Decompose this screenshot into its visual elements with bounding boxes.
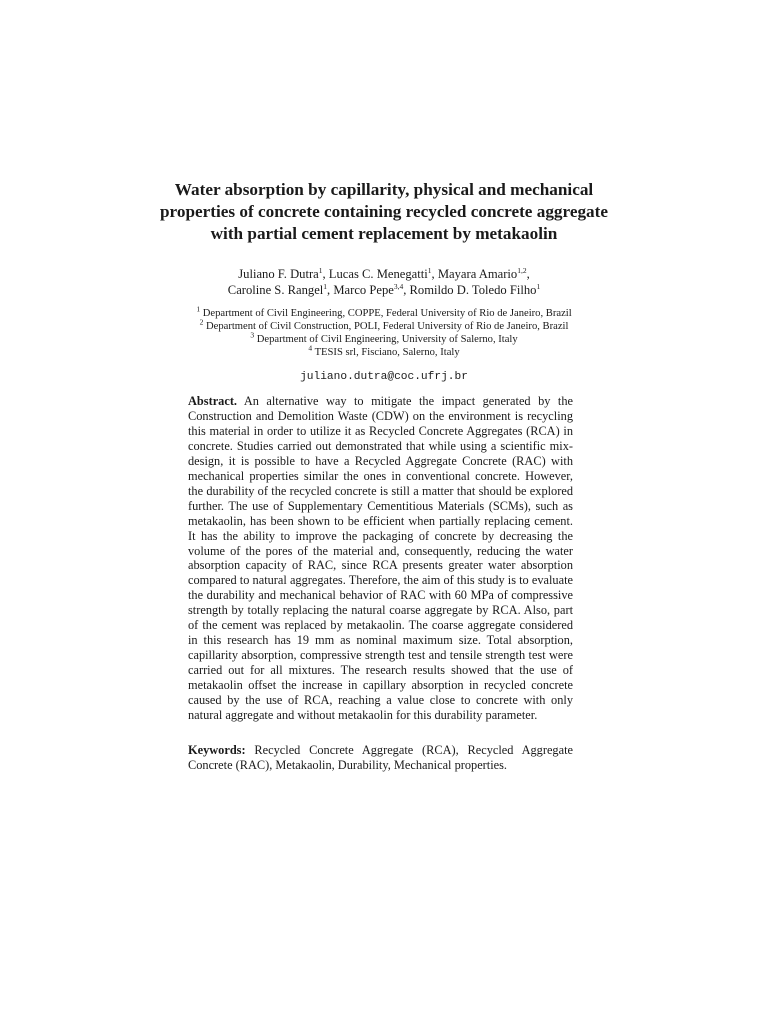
affiliation: $^3$ Department of Civil Engineering, University of Salerno, Italy xyxy=(250,330,518,345)
author-list xyxy=(150,266,618,298)
keywords-text: Recycled Concrete Aggregate (RCA), Recycled Aggregate Concrete (RAC), Metakaolin, Durability, Mechanical properties. xyxy=(188,743,573,772)
author: Juliano F. Dutra$^1$, xyxy=(238,265,329,281)
author: Romildo D. Toledo Filho$^1$ xyxy=(409,281,541,297)
affiliation: $^1$ Department of Civil Engineering, COPPE, Federal University of Rio de Janeiro, Brazil xyxy=(196,304,572,319)
affiliation-list xyxy=(150,304,618,359)
abstract-text: An alternative way to mitigate the impact generated by the Construction and Demolition Waste (CDW) on the environment is recycling this material in order to utilize it as Recycled Concrete Aggregates (RCA) in concrete. Studies carried out demonstrated that while using a scientific mix-design, it is possible to have a Recycled Aggregate Concrete (RAC) with mechanical properties similar the ones in conventional concrete. However, the durability of the recycled concrete is still a matter that should be explored further. The use of Supplementary Cementitious Materials (SCMs), such as metakaolin, has been shown to be efficient when partially replacing cement. It has the ability to improve the packaging of concrete by decreasing the volume of the pores of the material and, consequently, reducing the water absorption capacity of RAC, since RCA presents greater water absorption compared to natural aggregates. Therefore, the aim of this study is to evaluate the durability and mechanical behavior of RAC with 60 MPa of compressive strength by totally replacing the natural coarse aggregate by RCA. Also, part of the cement was replaced by metakaolin. The coarse aggregate considered in this research has 19 mm as nominal maximum size. Total absorption, capillarity absorption, compressive strength test and tensile strength test were carried out for all mixtures. The research results showed that the use of metakaolin offset the increase in capillary absorption in recycled concrete caused by the use of RCA, reaching a value close to concrete with only natural aggregate and without metakaolin for this durability parameter. xyxy=(188,394,573,723)
abstract xyxy=(188,394,573,723)
author: Marco Pepe$^{3,4}$, xyxy=(333,281,410,297)
paper-title: Water absorption by capillarity, physical and mechanical properties of concrete containing recycled concrete aggregate with partial cement replacement by metakaolin xyxy=(159,180,608,243)
author: Mayara Amario$^{1,2}$, xyxy=(437,265,530,281)
author: Caroline S. Rangel$^1$, xyxy=(227,281,334,297)
keywords-label: Keywords: xyxy=(188,743,246,757)
affiliation: $^2$ Department of Civil Construction, POLI, Federal University of Rio de Janeiro, Brazil xyxy=(199,317,569,332)
keywords xyxy=(188,743,573,773)
affiliation: $^4$ TESIS srl, Fisciano, Salerno, Italy xyxy=(308,343,460,358)
abstract-label: Abstract. xyxy=(188,394,238,408)
author-email: juliano.dutra@coc.ufrj.br xyxy=(300,371,468,383)
author: Lucas C. Menegatti$^1$, xyxy=(328,265,438,281)
